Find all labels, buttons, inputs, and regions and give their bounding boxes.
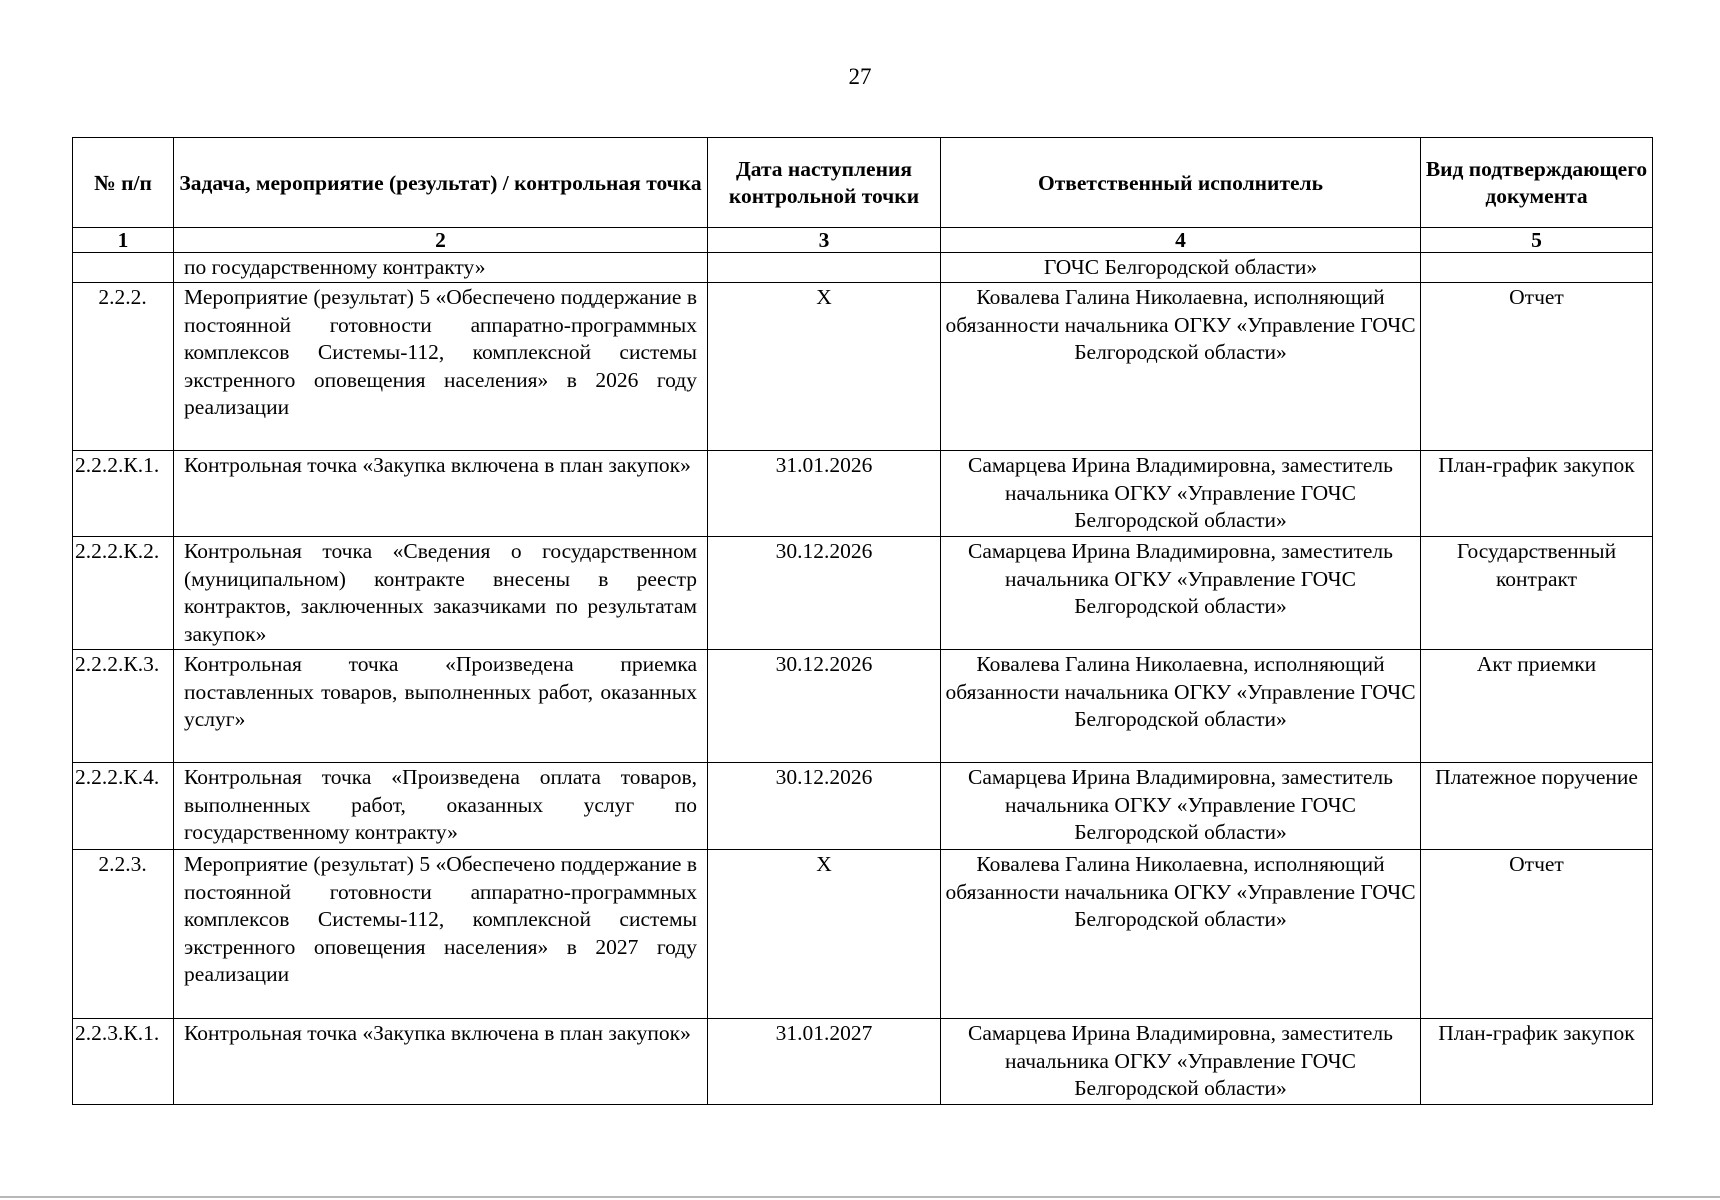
row-task: Контрольная точка «Закупка включена в план закупок» — [174, 451, 708, 537]
row-date: X — [708, 283, 941, 451]
row-date: 30.12.2026 — [708, 650, 941, 763]
header-date: Дата наступления контрольной точки — [708, 138, 941, 228]
row-num: 2.2.2.К.3. — [73, 650, 174, 763]
table-row — [73, 850, 1653, 1019]
table-row — [73, 763, 1653, 850]
row-doc: Отчет — [1421, 850, 1653, 1019]
row-responsible: Ковалева Галина Николаевна, исполняющий обязанности начальника ОГКУ «Управление ГОЧС Белгородской области» — [941, 283, 1421, 451]
row-date: 31.01.2027 — [708, 1019, 941, 1105]
row-task: Мероприятие (результат) 5 «Обеспечено поддержание в постоянной готовности аппаратно-программных комплексов Системы-112, комплексной системы экстренного оповещения населения» в 2027 году реализации — [174, 850, 708, 1019]
row-num: 2.2.2.К.4. — [73, 763, 174, 850]
row-date — [708, 253, 941, 283]
row-doc: План-график закупок — [1421, 1019, 1653, 1105]
table-row — [73, 537, 1653, 650]
row-doc: Отчет — [1421, 283, 1653, 451]
header-doc: Вид подтверждающего документа — [1421, 138, 1653, 228]
row-num — [73, 253, 174, 283]
table-row — [73, 283, 1653, 451]
table-header-row — [73, 138, 1653, 228]
row-responsible: Самарцева Ирина Владимировна, заместитель начальника ОГКУ «Управление ГОЧС Белгородской области» — [941, 451, 1421, 537]
row-num: 2.2.3. — [73, 850, 174, 1019]
row-task: по государственному контракту» — [174, 253, 708, 283]
row-responsible: Самарцева Ирина Владимировна, заместитель начальника ОГКУ «Управление ГОЧС Белгородской области» — [941, 537, 1421, 650]
header-num: № п/п — [73, 138, 174, 228]
row-num: 2.2.2.К.1. — [73, 451, 174, 537]
header-task: Задача, мероприятие (результат) / контрольная точка — [174, 138, 708, 228]
table-row — [73, 650, 1653, 763]
column-number: 3 — [708, 228, 941, 253]
page-bottom-edge — [0, 1196, 1720, 1198]
row-date: 31.01.2026 — [708, 451, 941, 537]
column-number: 1 — [73, 228, 174, 253]
row-doc: План-график закупок — [1421, 451, 1653, 537]
row-date: 30.12.2026 — [708, 537, 941, 650]
row-responsible: ГОЧС Белгородской области» — [941, 253, 1421, 283]
row-responsible: Ковалева Галина Николаевна, исполняющий обязанности начальника ОГКУ «Управление ГОЧС Белгородской области» — [941, 650, 1421, 763]
column-number: 2 — [174, 228, 708, 253]
row-responsible: Самарцева Ирина Владимировна, заместитель начальника ОГКУ «Управление ГОЧС Белгородской области» — [941, 763, 1421, 850]
row-task: Контрольная точка «Сведения о государственном (муниципальном) контракте внесены в реестр контрактов, заключенных заказчиками по результатам закупок» — [174, 537, 708, 650]
row-responsible: Самарцева Ирина Владимировна, заместитель начальника ОГКУ «Управление ГОЧС Белгородской области» — [941, 1019, 1421, 1105]
row-task: Контрольная точка «Произведена приемка поставленных товаров, выполненных работ, оказанных услуг» — [174, 650, 708, 763]
column-number: 4 — [941, 228, 1421, 253]
row-task: Мероприятие (результат) 5 «Обеспечено поддержание в постоянной готовности аппаратно-программных комплексов Системы-112, комплексной системы экстренного оповещения населения» в 2026 году реализации — [174, 283, 708, 451]
column-numbers-row — [73, 228, 1653, 253]
row-doc: Акт приемки — [1421, 650, 1653, 763]
page-number: 27 — [848, 64, 872, 89]
row-responsible: Ковалева Галина Николаевна, исполняющий обязанности начальника ОГКУ «Управление ГОЧС Белгородской области» — [941, 850, 1421, 1019]
row-doc: Государственный контракт — [1421, 537, 1653, 650]
header-responsible: Ответственный исполнитель — [941, 138, 1421, 228]
row-task: Контрольная точка «Закупка включена в план закупок» — [174, 1019, 708, 1105]
row-num: 2.2.2. — [73, 283, 174, 451]
table-row — [73, 1019, 1653, 1105]
control-points-table — [72, 137, 1653, 1105]
row-date: X — [708, 850, 941, 1019]
row-date: 30.12.2026 — [708, 763, 941, 850]
table-row — [73, 253, 1653, 283]
row-doc: Платежное поручение — [1421, 763, 1653, 850]
row-task: Контрольная точка «Произведена оплата товаров, выполненных работ, оказанных услуг по государственному контракту» — [174, 763, 708, 850]
row-doc — [1421, 253, 1653, 283]
row-num: 2.2.3.К.1. — [73, 1019, 174, 1105]
column-number: 5 — [1421, 228, 1653, 253]
table-row — [73, 451, 1653, 537]
row-num: 2.2.2.К.2. — [73, 537, 174, 650]
